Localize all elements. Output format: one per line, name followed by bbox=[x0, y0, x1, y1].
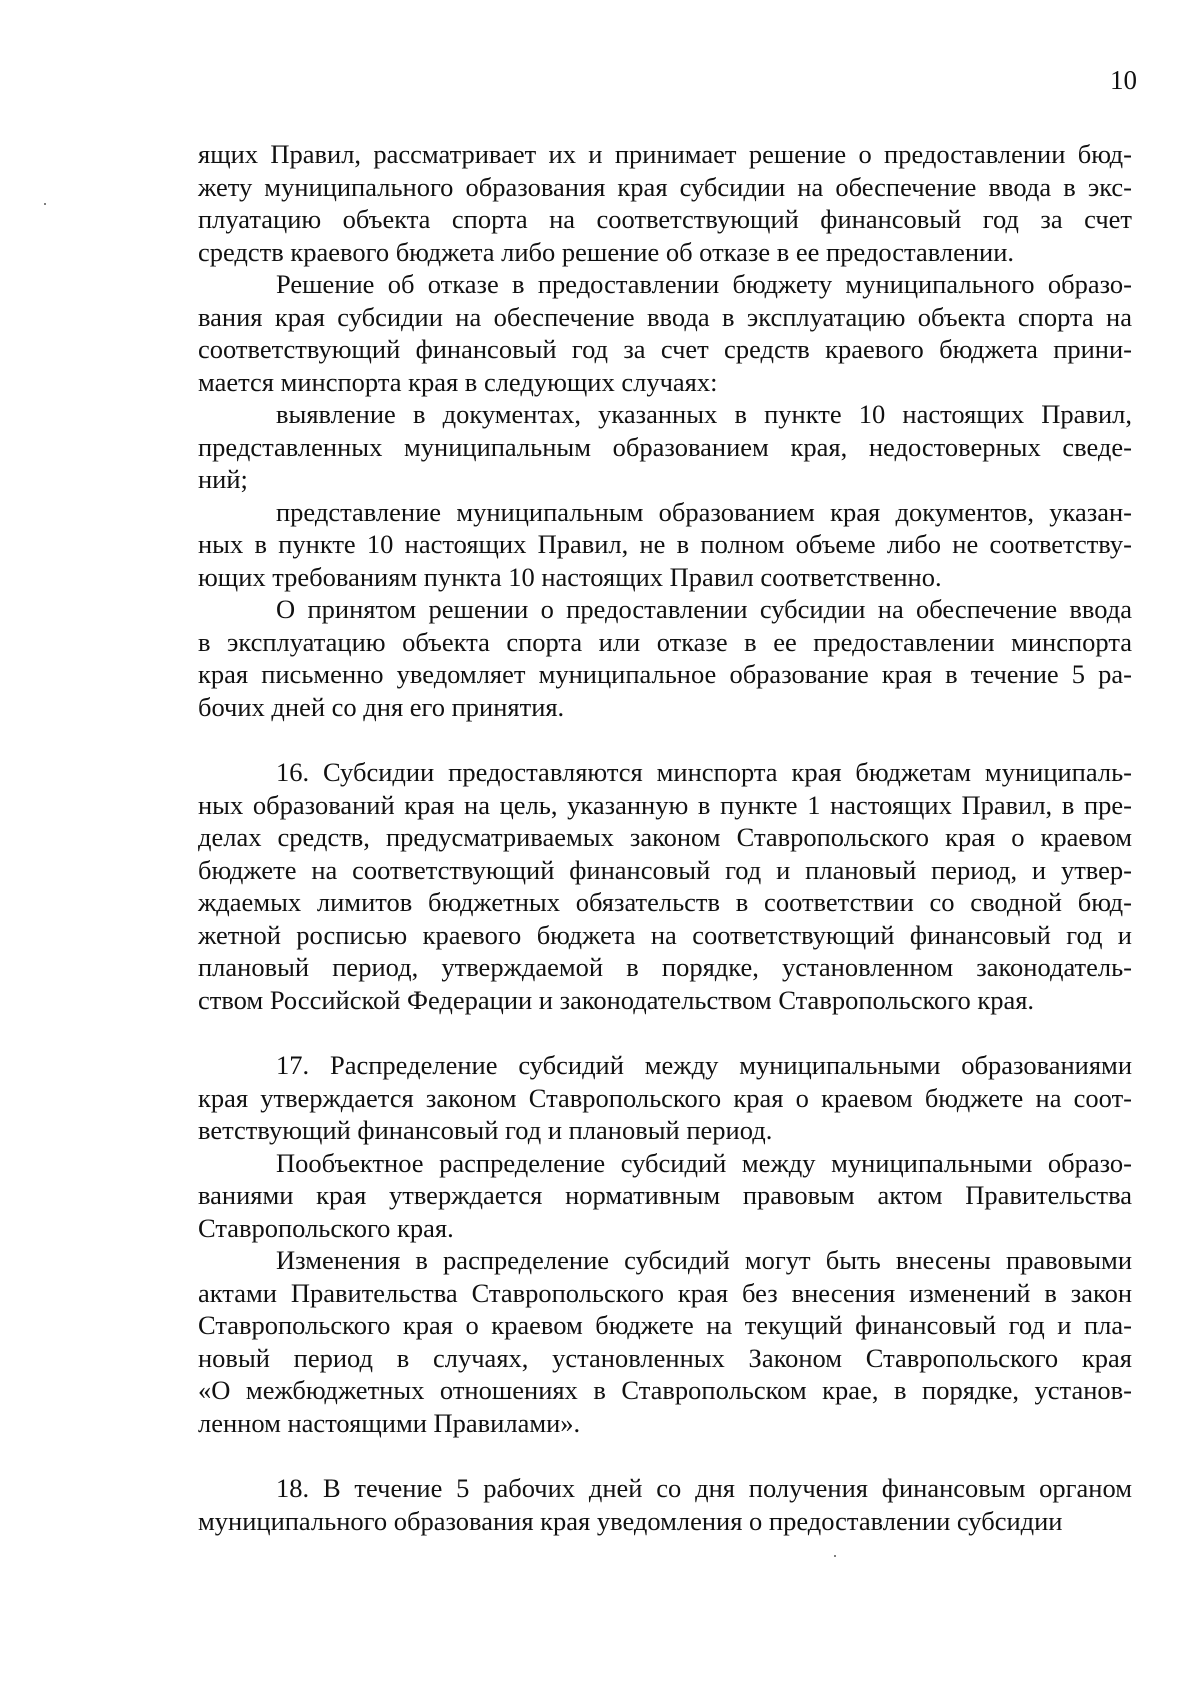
text-line: мается минспорта края в следующих случаях: bbox=[198, 366, 718, 397]
text-line: бюджете на соответствующий финансовый год и плановый период, и утвер- bbox=[198, 854, 1132, 885]
text-line: средств краевого бюджета либо решение об отказе в ее предоставлении. bbox=[198, 236, 1015, 267]
text-line: Решение об отказе в предоставлении бюджету муниципального образо- bbox=[276, 269, 1132, 299]
paragraph bbox=[198, 1049, 1132, 1147]
text-line: бочих дней со дня его принятия. bbox=[198, 691, 565, 722]
text-line: жету муниципального образования края субсидии на обеспечение ввода в экс- bbox=[198, 171, 1132, 202]
paragraph bbox=[198, 1147, 1132, 1245]
text-line: новый период в случаях, установленных Законом Ставропольского края bbox=[198, 1342, 1132, 1373]
text-line: ством Российской Федерации и законодательством Ставропольского края. bbox=[198, 984, 1035, 1015]
text-line: актами Правительства Ставропольского края без внесения изменений в закон bbox=[198, 1277, 1132, 1308]
paragraph bbox=[198, 496, 1132, 594]
text-line: О принятом решении о предоставлении субсидии на обеспечение ввода bbox=[276, 594, 1132, 624]
text-line: ваниями края утверждается нормативным правовым актом Правительства bbox=[198, 1180, 1132, 1210]
text-line: «О межбюджетных отношениях в Ставропольском крае, в порядке, установ- bbox=[198, 1375, 1132, 1405]
document-body bbox=[198, 138, 1132, 1537]
text-line: ных образований края на цель, указанную в пункте 1 настоящих Правил, в пре- bbox=[198, 789, 1132, 820]
text-line: делах средств, предусматриваемых законом Ставропольского края о краевом bbox=[198, 822, 1132, 852]
paragraph bbox=[198, 1472, 1132, 1537]
text-line: 17. Распределение субсидий между муниципальными образованиями bbox=[276, 1050, 1132, 1080]
text-line: края утверждается законом Ставропольского края о краевом бюджете на соот- bbox=[198, 1082, 1132, 1113]
paragraph bbox=[198, 268, 1132, 398]
text-line: плуатацию объекта спорта на соответствующий финансовый год за счет bbox=[198, 204, 1132, 234]
text-line: ленном настоящими Правилами». bbox=[198, 1407, 581, 1438]
text-line: вания края субсидии на обеспечение ввода в эксплуатацию объекта спорта на bbox=[198, 301, 1132, 332]
text-line: Ставропольского края. bbox=[198, 1212, 454, 1243]
text-line: выявление в документах, указанных в пункте 10 настоящих Правил, bbox=[276, 399, 1132, 429]
scan-speck bbox=[44, 203, 46, 205]
text-line: представленных муниципальным образованием края, недостоверных сведе- bbox=[198, 431, 1132, 462]
text-line: 16. Субсидии предоставляются минспорта края бюджетам муниципаль- bbox=[276, 757, 1132, 787]
text-line: ждаемых лимитов бюджетных обязательств в соответствии со сводной бюд- bbox=[198, 887, 1132, 917]
text-line: Ставропольского края о краевом бюджете на текущий финансовый год и пла- bbox=[198, 1310, 1132, 1340]
paragraph bbox=[198, 398, 1132, 496]
text-line: плановый период, утверждаемой в порядке, установленном законодатель- bbox=[198, 952, 1132, 982]
text-line: ящих Правил, рассматривает их и принимает решение о предоставлении бюд- bbox=[198, 139, 1132, 169]
paragraph bbox=[198, 756, 1132, 1016]
text-line: муниципального образования края уведомления о предоставлении субсидии bbox=[198, 1505, 1063, 1536]
paragraph bbox=[198, 1244, 1132, 1439]
paragraph bbox=[198, 138, 1132, 268]
text-line: ний; bbox=[198, 464, 248, 494]
paragraph bbox=[198, 593, 1132, 723]
text-line: 18. В течение 5 рабочих дней со дня получения финансовым органом bbox=[276, 1473, 1132, 1503]
text-line: ющих требованиям пункта 10 настоящих Правил соответственно. bbox=[198, 561, 942, 592]
page-number: 10 bbox=[1110, 65, 1137, 95]
text-line: представление муниципальным образованием края документов, указан- bbox=[276, 496, 1132, 527]
text-line: ветствующий финансовый год и плановый период. bbox=[198, 1115, 773, 1145]
text-line: края письменно уведомляет муниципальное образование края в течение 5 ра- bbox=[198, 659, 1132, 689]
text-line: в эксплуатацию объекта спорта или отказе в ее предоставлении минспорта bbox=[198, 626, 1132, 657]
text-line: Пообъектное распределение субсидий между муниципальными образо- bbox=[276, 1147, 1132, 1178]
text-line: соответствующий финансовый год за счет средств краевого бюджета прини- bbox=[198, 334, 1132, 364]
text-line: ных в пункте 10 настоящих Правил, не в полном объеме либо не соответству- bbox=[198, 529, 1132, 559]
text-line: жетной росписью краевого бюджета на соответствующий финансовый год и bbox=[198, 919, 1132, 950]
text-line: Изменения в распределение субсидий могут быть внесены правовыми bbox=[276, 1245, 1132, 1275]
scan-speck bbox=[834, 1555, 836, 1557]
